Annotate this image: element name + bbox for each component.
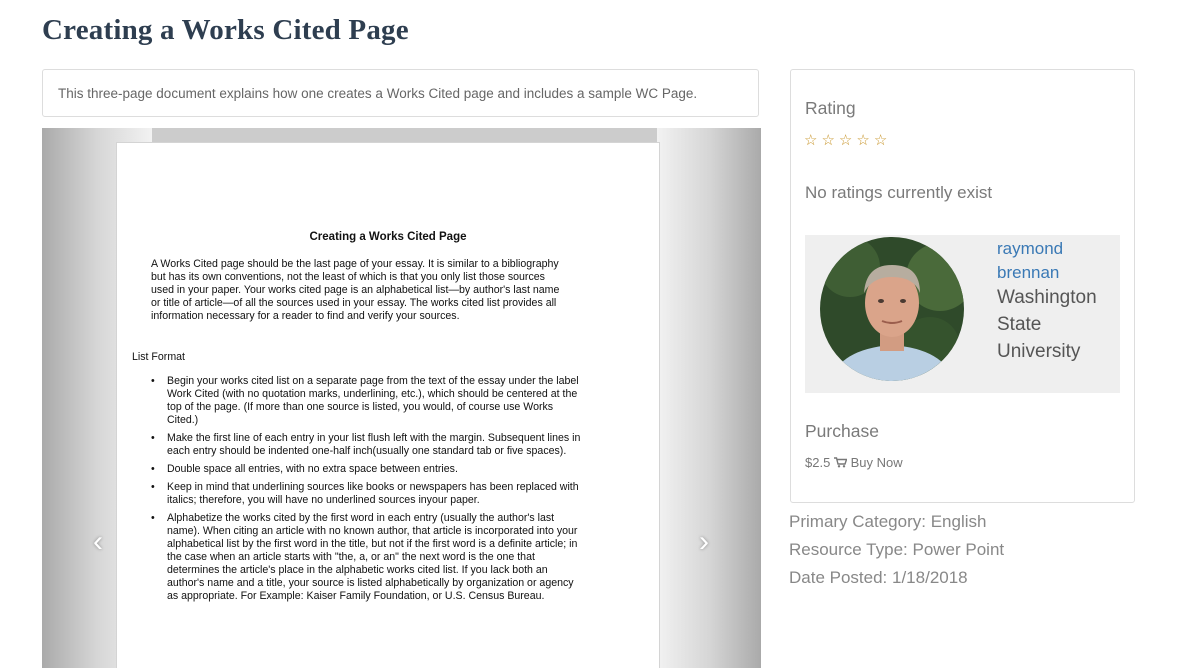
page-title: Creating a Works Cited Page: [42, 14, 409, 46]
document-title: Creating a Works Cited Page: [309, 231, 467, 243]
author-last-name[interactable]: brennan: [997, 263, 1060, 282]
document-list-heading: List Format: [132, 351, 185, 363]
description-box: [42, 69, 759, 117]
document-intro: A Works Cited page should be the last page of your essay. It is similar to a bibliography but has its own conventions, not the least of which is that you only list those sources used in your paper. Your works cited page is an alphabetical list—by author's last name or title of article—of all the sources used in your essay. The works cited list provides all information necessary for a reader to find and verify your sources.: [151, 258, 560, 322]
chevron-left-icon[interactable]: ‹: [93, 525, 103, 558]
school-line: Washington: [997, 287, 1097, 308]
cart-icon: [834, 457, 847, 468]
document-bullet: • Keep in mind that underlining sources like books or newspapers has been replaced with italics; therefore, you will have no underlined sources inyour paper.: [167, 481, 585, 507]
document-bullet: • Alphabetize the works cited by the first word in each entry (usually the author's last name). When citing an article with no known author, that article is incorporated into your alphabetical list by the first word in the title, but not if the first word is a definite article; in the case when an article starts with "the, a, or an" the next word is the one that determines the article's place in the alphabetic works cited list. If you lack both an author's name and a title, your source is listed alphabetically by organization or agency as appropriate. For Example: Kaiser Family Foundation, or U.S. Census Bureau.: [167, 512, 585, 603]
rating-stars[interactable]: [804, 131, 891, 150]
document-bullet-list: [149, 375, 585, 608]
document-page: [116, 142, 660, 668]
description-text: This three-page document explains how one creates a Works Cited page and includes a sample WC Page.: [58, 86, 698, 101]
price-value: $2.5: [805, 455, 831, 470]
author-school: [997, 284, 1117, 365]
date-posted: Date Posted: 1/18/2018: [789, 568, 968, 587]
viewer-shade-right: [657, 128, 761, 668]
school-line: University: [997, 341, 1081, 362]
star-icon[interactable]: ☆: [804, 132, 818, 149]
star-icon[interactable]: ☆: [821, 132, 835, 149]
buy-now-label[interactable]: Buy Now: [850, 455, 903, 470]
document-bullet: • Begin your works cited list on a separate page from the text of the essay under the label Work Cited (with no quotation marks, underlining, etc.), which should be centered at the top of the page. (If more than one source is listed, you would, of course use Works Cited.): [167, 375, 585, 427]
star-icon[interactable]: ☆: [856, 132, 870, 149]
chevron-right-icon[interactable]: ›: [699, 525, 709, 558]
author-name-link[interactable]: [997, 237, 1097, 285]
purchase-heading: Purchase: [805, 421, 879, 441]
resource-type: Resource Type: Power Point: [789, 540, 1005, 559]
primary-category: Primary Category: English: [789, 512, 987, 531]
document-viewer[interactable]: [42, 128, 761, 668]
star-icon[interactable]: ☆: [838, 132, 853, 149]
document-bullet: • Double space all entries, with no extra space between entries.: [167, 463, 585, 476]
star-icon[interactable]: ☆: [873, 132, 888, 149]
sidebar-panel: [790, 69, 1135, 503]
avatar: [820, 237, 964, 381]
school-line: State: [997, 314, 1042, 335]
purchase-row: [805, 455, 903, 470]
author-card: [805, 235, 1120, 393]
buy-now-button[interactable]: [834, 455, 903, 470]
document-bullet: • Make the first line of each entry in your list flush left with the margin. Subsequent lines in each entry should be indented one-half inch(usually one standard tab or five spaces).: [167, 432, 585, 458]
rating-heading: Rating: [805, 98, 856, 118]
author-first-name[interactable]: raymond: [997, 239, 1064, 258]
no-ratings-text: No ratings currently exist: [805, 183, 993, 202]
